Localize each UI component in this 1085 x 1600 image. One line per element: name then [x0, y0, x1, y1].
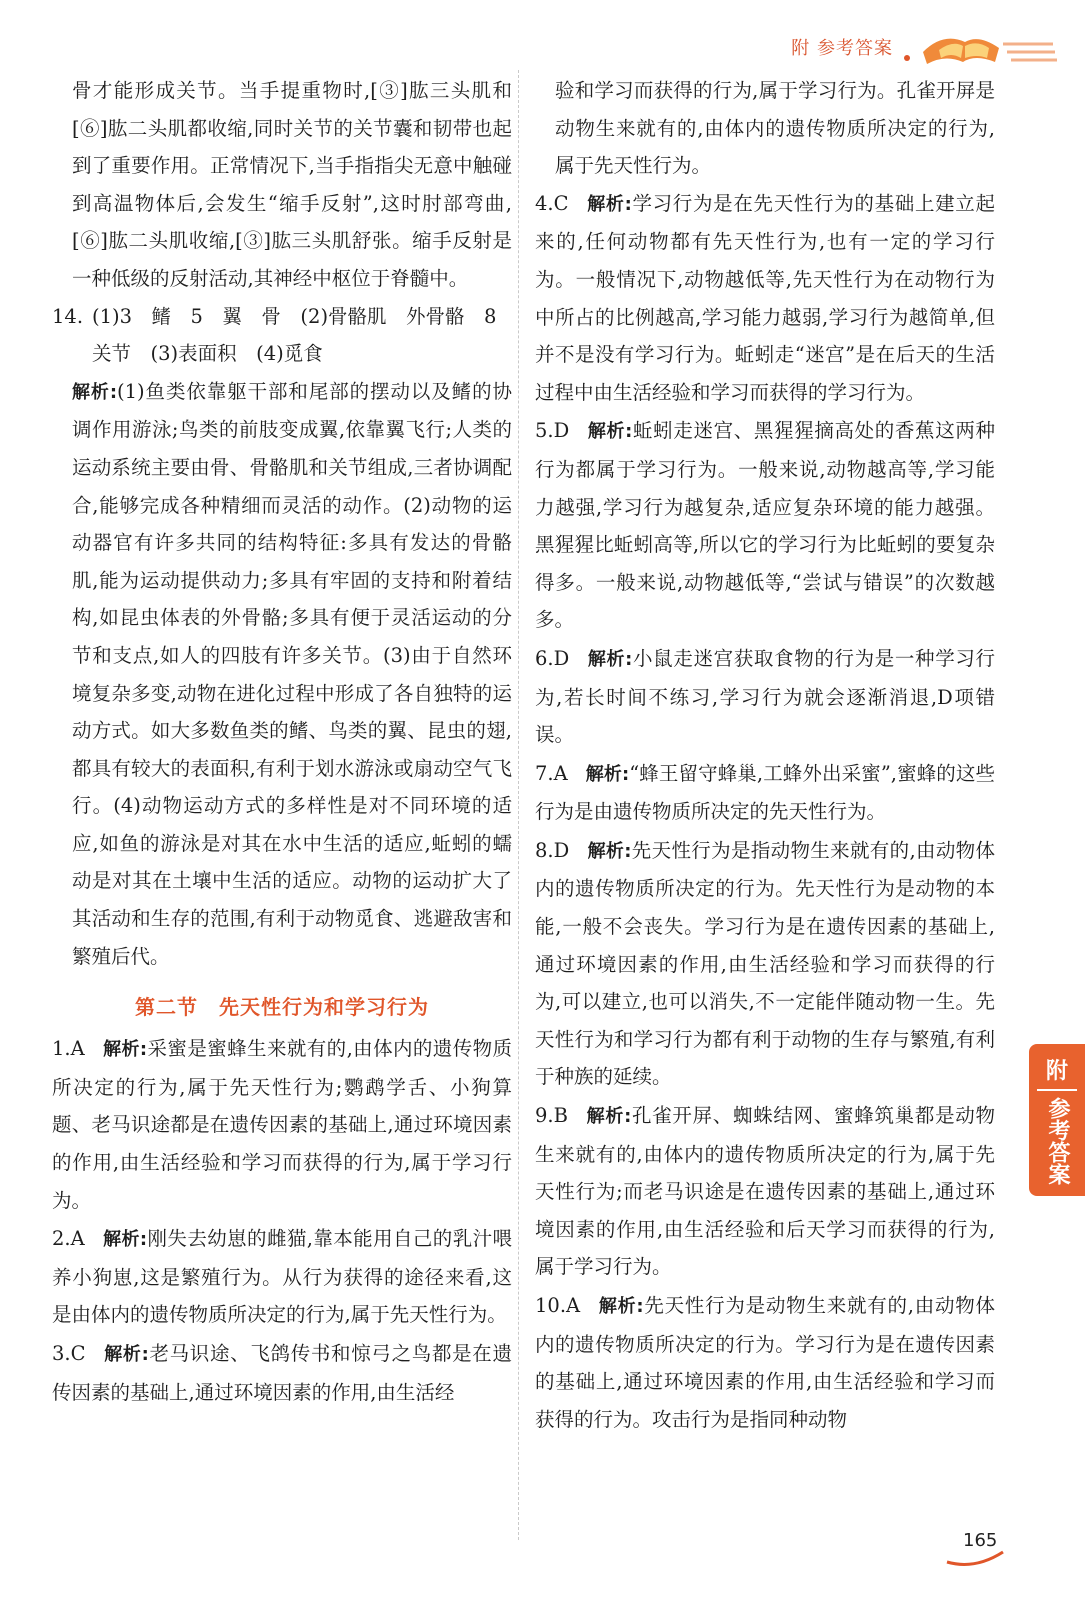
explanation-text: 孔雀开屏、蜘蛛结网、蜜蜂筑巢都是动物生来就有的,由体内的遗传物质所决定的行为,属于先天性行为;而老马识途是在遗传因素的基础上,通过环境因素的作用,由生活经验和后天学习而获得的行为,属于学习行为。 [535, 1104, 995, 1279]
answer-section-tab [1029, 1044, 1085, 1196]
question-answer: A [70, 1037, 85, 1061]
question-3 [52, 1335, 512, 1411]
question-number: 2. [52, 1227, 71, 1251]
explanation-text: 先天性行为是动物生来就有的,由动物体内的遗传物质所决定的行为。学习行为是在遗传因素的基础上,通过环境因素的作用,由生活经验和学习而获得的行为。攻击行为是指同种动物 [535, 1294, 995, 1431]
question-answer: A [70, 1227, 85, 1251]
page-number-swoosh-icon [945, 1548, 1005, 1568]
continuation-text-left: 骨才能形成关节。当手提重物时,[③]肱三头肌和[⑥]肱二头肌都收缩,同时关节的关节囊和韧带也起到了重要作用。正常情况下,当手指指尖无意中触碰到高温物体后,会发生“缩手反射”,这时肘部弯曲,[⑥]肱二头肌收缩,[③]肱三头肌舒张。缩手反射是一种低级的反射活动,其神经中枢位于脊髓中。 [72, 79, 512, 290]
question-number: 9. [535, 1104, 554, 1128]
question-number: 7. [535, 761, 554, 785]
question-6 [535, 640, 995, 754]
explanation-text: 小鼠走迷宫获取食物的行为是一种学习行为,若长时间不练习,学习行为就会逐渐消退,D项错误。 [535, 646, 995, 747]
continuation-text-right: 验和学习而获得的行为,属于学习行为。孔雀开屏是动物生来就有的,由体内的遗传物质所决定的行为,属于先天性行为。 [555, 79, 995, 178]
explanation-text: 采蜜是蜜蜂生来就有的,由体内的遗传物质所决定的行为,属于先天性行为;鹦鹉学舌、小狗算题、老马识途都是在遗传因素的基础上,通过环境因素的作用,由生活经验和学习而获得的行为,属于学习行为。 [52, 1037, 513, 1212]
side-tab-label: 参考答案 [1045, 1097, 1070, 1185]
question-answer: (1)3 鳍 5 翼 骨 (2)骨骼肌 外骨骼 8 关节 (3)表面积 (4)觅食 [92, 304, 516, 366]
question-answer: D [553, 419, 570, 443]
right-column [535, 72, 995, 1439]
header-title: 附 参考答案 [791, 38, 893, 59]
explanation-text: 先天性行为是指动物生来就有的,由动物体内的遗传物质所决定的行为。先天性行为是动物的本能,一般不会丧失。学习行为是在遗传因素的基础上,通过环境因素的作用,由生活经验和学习而获得的行为,可以建立,也可以消失,不一定能伴随动物一生。先天性行为和学习行为都有利于动物的生存与繁殖,有利于种族的延续。 [535, 838, 995, 1089]
question-answer: D [553, 838, 570, 862]
question-8 [535, 832, 995, 1096]
explanation-label: 解析: [587, 840, 632, 862]
question-number: 5. [535, 419, 554, 443]
question-4 [535, 185, 995, 412]
question-answer: D [553, 646, 570, 670]
explanation-text: 学习行为是在先天性行为的基础上建立起来的,任何动物都有先天性行为,也有一定的学习行为。一般情况下,动物越低等,先天性行为在动物行为中所占的比例越高,学习能力越弱,学习行为越简单,但并不是没有学习行为。蚯蚓走“迷宫”是在后天的生活过程中由生活经验和学习而获得的学习行为。 [535, 191, 995, 404]
left-column [52, 72, 516, 1412]
explanation-text: 老马识途、飞鸽传书和惊弓之鸟都是在遗传因素的基础上,通过环境因素的作用,由生活经 [52, 1342, 512, 1404]
question-answer: A [553, 761, 568, 785]
explanation-text: (1)鱼类依靠躯干部和尾部的摆动以及鳍的协调作用游泳;鸟类的前肢变成翼,依靠翼飞行;人类的运动系统主要由骨、骨骼肌和关节组成,三者协调配合,能够完成各种精细而灵活的动作。(2)动物的运动器官有许多共同的结构特征:多具有发达的骨骼肌,能为运动提供动力;多具有牢固的支持和附着结构,如昆虫体表的外骨骼;多具有便于灵活运动的分节和支点,如人的四肢有许多关节。(3)由于自然环境复杂多变,动物在进化过程中形成了各自独特的运动方式。如大多数鱼类的鳍、鸟类的翼、昆虫的翅,都具有较大的表面积,有利于划水游泳或扇动空气飞行。(4)动物运动方式的多样性是对不同环境的适应,如鱼的游泳是对其在水中生活的适应,蚯蚓的蠕动是对其在土壤中生活的适应。动物的运动扩大了其活动和生存的范围,有利于动物觅食、逃避敌害和繁殖后代。 [72, 379, 512, 968]
explanation-text: 刚失去幼崽的雌猫,靠本能用自己的乳汁喂养小狗崽,这是繁殖行为。从行为获得的途径来看,这是由体内的遗传物质所决定的行为,属于先天性行为。 [52, 1227, 513, 1327]
question-answer: C [70, 1342, 86, 1365]
section-title: 第二节 先天性行为和学习行为 [135, 995, 429, 1020]
page-number: 165 [963, 1530, 998, 1551]
explanation-label: 解析: [587, 421, 633, 443]
question-answer: C [553, 191, 569, 215]
question-1 [52, 1030, 512, 1219]
question-number: 14. [52, 304, 84, 328]
question-7 [535, 755, 995, 831]
explanation-label: 解析: [72, 381, 118, 403]
explanation-label: 解析: [585, 1106, 632, 1128]
explanation-label: 解析: [598, 1296, 644, 1317]
question-answer: B [553, 1104, 568, 1128]
page-header [743, 28, 1063, 68]
explanation-label: 解析: [585, 763, 630, 785]
explanation-label: 解析: [586, 193, 632, 215]
question-2 [52, 1220, 512, 1334]
question-number: 8. [535, 838, 554, 862]
column-divider [518, 70, 519, 1540]
question-number: 6. [535, 646, 554, 670]
question-explanation [52, 373, 512, 976]
question-number: 10. [535, 1294, 567, 1317]
question-number: 4. [535, 191, 554, 215]
question-14 [52, 298, 516, 976]
explanation-label: 解析: [587, 648, 633, 670]
explanation-label: 解析: [103, 1344, 149, 1365]
question-10 [535, 1287, 995, 1438]
question-answer: A [566, 1294, 581, 1317]
question-number: 3. [52, 1342, 71, 1365]
question-9 [535, 1097, 995, 1286]
explanation-label: 解析: [102, 1229, 148, 1251]
explanation-text: 蚯蚓走迷宫、黑猩猩摘高处的香蕉这两种行为都属于学习行为。一般来说,动物越高等,学习能力越强,学习行为越复杂,适应复杂环境的能力越强。黑猩猩比蚯蚓高等,所以它的学习行为比蚯蚓的要复杂得多。一般来说,动物越低等,“尝试与错误”的次数越多。 [535, 419, 995, 632]
side-tab-top: 附 [1037, 1044, 1077, 1091]
book-logo-icon [903, 28, 1063, 68]
explanation-text: “蜂王留守蜂巢,工蜂外出采蜜”,蜜蜂的这些行为是由遗传物质所决定的先天性行为。 [535, 761, 995, 824]
question-number: 1. [52, 1037, 71, 1061]
explanation-label: 解析: [102, 1039, 148, 1061]
question-5 [535, 412, 995, 639]
